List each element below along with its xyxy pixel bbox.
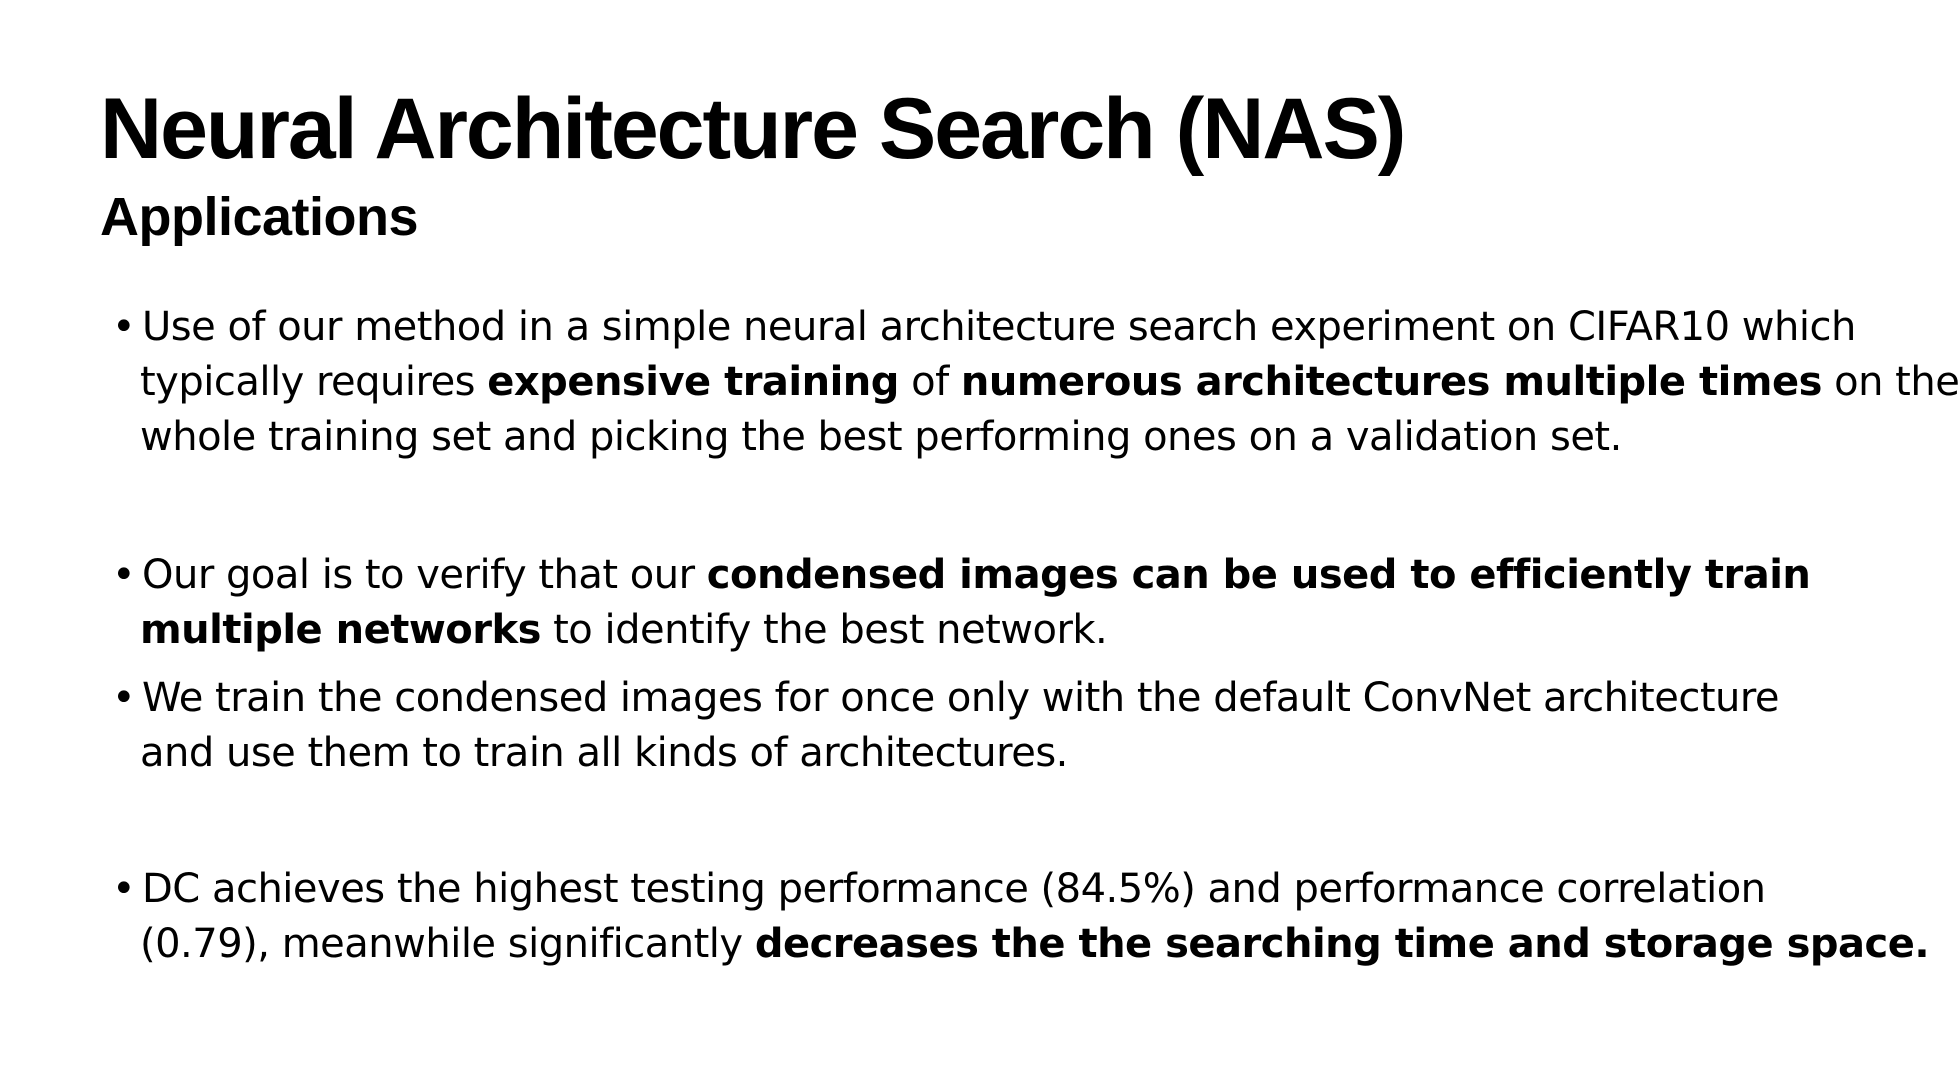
bullet-line [112, 410, 1832, 465]
bullet-text: DC achieves the highest testing performance (84.5%) and performance correlation [142, 866, 1766, 912]
bullet-item [112, 548, 1832, 658]
bullet-item [112, 862, 1930, 972]
bullet-text: to identify the best network. [540, 607, 1108, 653]
bullet-text: Use of our method in a simple neural architecture search experiment on CIFAR10 which [142, 304, 1856, 350]
bullet-text: We train the condensed images for once only with the default ConvNet architecture [142, 675, 1780, 721]
bullet-emphasis: multiple networks [140, 607, 541, 653]
bullet-dot: • [112, 304, 136, 350]
bullet-line [112, 300, 1856, 355]
bullet-text: whole training set and picking the best performing ones on a validation set. [140, 414, 1622, 460]
bullet-dot: • [112, 866, 136, 912]
bullet-line [112, 548, 1832, 603]
bullet-line [112, 355, 1959, 410]
bullet-text: typically requires [140, 359, 488, 405]
bullet-text: Our goal is to verify that our [142, 552, 707, 598]
bullet-emphasis: decreases the the searching time and storage space. [754, 921, 1930, 967]
bullet-dot: • [112, 675, 136, 721]
bullet-text: and use them to train all kinds of architectures. [140, 730, 1068, 776]
bullet-line [112, 862, 1832, 917]
bullet-emphasis: condensed images can be used to efficiently train [706, 552, 1811, 598]
bullet-item [112, 671, 1832, 781]
bullet-text: of [898, 359, 961, 405]
bullet-line [112, 917, 1930, 972]
slide-subtitle: Applications [100, 187, 419, 247]
bullet-dot: • [112, 552, 136, 598]
bullet-line [112, 726, 1832, 781]
bullet-emphasis: expensive training [487, 359, 899, 405]
bullet-item [112, 300, 1959, 465]
slide-title: Neural Architecture Search (NAS) [100, 81, 1405, 177]
bullet-line [112, 603, 1832, 658]
bullet-line [112, 671, 1832, 726]
bullet-emphasis: numerous architectures multiple times [960, 359, 1822, 405]
bullet-text: (0.79), meanwhile significantly [140, 921, 755, 967]
bullet-text: on the [1821, 359, 1959, 405]
